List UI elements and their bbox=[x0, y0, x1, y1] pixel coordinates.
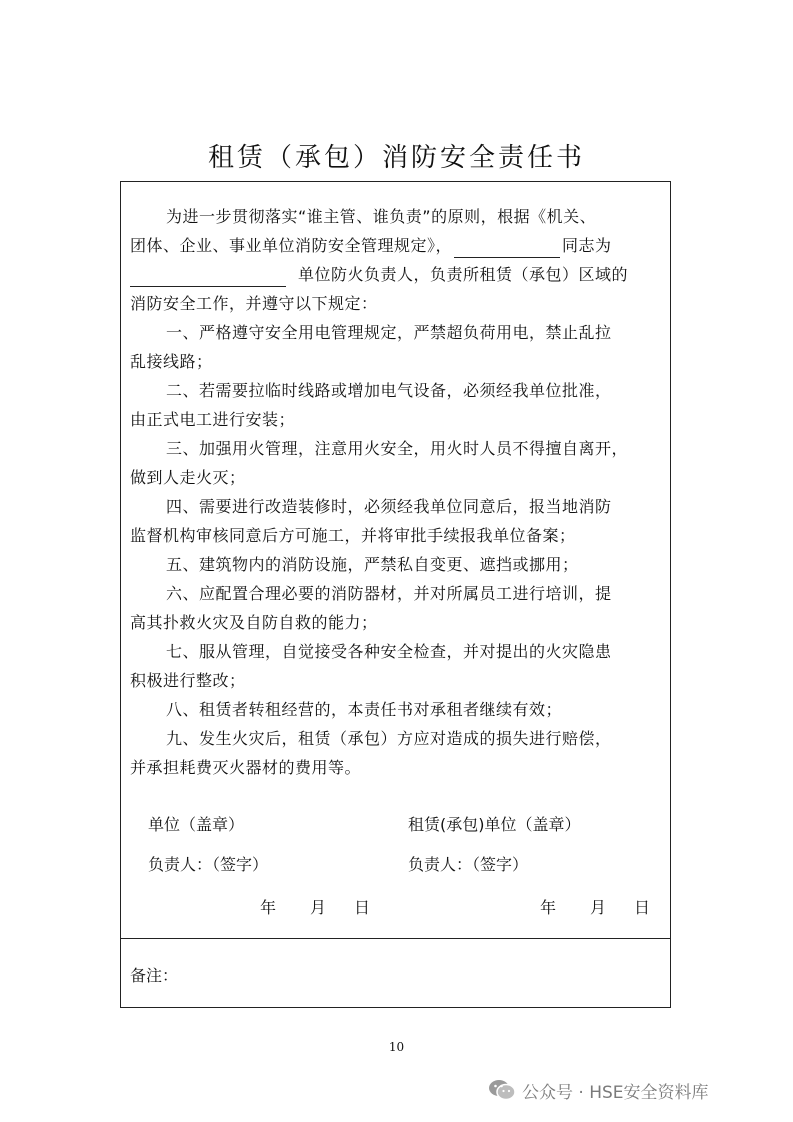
document-title: 租赁（承包）消防安全责任书 bbox=[207, 143, 585, 173]
clause-line: 乱接线路； bbox=[130, 352, 213, 371]
day-label: 日 bbox=[634, 898, 651, 917]
clause-line: 九、发生火灾后，租赁（承包）方应对造成的损失进行赔偿， bbox=[166, 729, 612, 748]
day-label: 日 bbox=[354, 898, 371, 917]
month-label: 月 bbox=[310, 898, 327, 917]
clause-line: 监督机构审核同意后方可施工，并将审批手续报我单位备案； bbox=[130, 526, 576, 545]
left-unit-seal-label: 单位（盖章） bbox=[148, 815, 245, 834]
clause-line: 由正式电工进行安装； bbox=[130, 410, 296, 429]
remark-divider bbox=[121, 938, 670, 939]
body-line-2-text: 团体、企业、事业单位消防安全管理规定》， bbox=[130, 236, 453, 255]
watermark bbox=[488, 1078, 709, 1102]
right-person-sign-label: 负责人：（签字） bbox=[408, 855, 529, 874]
body-line-2 bbox=[130, 234, 612, 258]
clause-line: 三、加强用火管理，注意用火安全，用火时人员不得擅自离开， bbox=[166, 439, 629, 458]
remark-label: 备注： bbox=[130, 966, 179, 985]
clause-line: 六、应配置合理必要的消防器材，并对所属员工进行培训，提 bbox=[166, 584, 612, 603]
wechat-icon bbox=[488, 1079, 516, 1101]
clause-line: 八、租赁者转租经营的，本责任书对承租者继续有效； bbox=[166, 700, 563, 719]
body-line-3-text: 单位防火负责人，负责所租赁（承包）区域的 bbox=[298, 265, 629, 284]
body-line-3 bbox=[130, 263, 628, 287]
comrade-name-blank[interactable] bbox=[454, 237, 560, 258]
responsibility-form bbox=[120, 181, 671, 1008]
watermark-text: 公众号 · HSE安全资料库 bbox=[522, 1082, 709, 1103]
body-line-4: 消防安全工作，并遵守以下规定： bbox=[130, 294, 378, 313]
month-label: 月 bbox=[590, 898, 607, 917]
right-unit-seal-label: 租赁(承包)单位（盖章） bbox=[408, 815, 581, 834]
clause-line: 四、需要进行改造装修时，必须经我单位同意后，报当地消防 bbox=[166, 497, 612, 516]
left-date bbox=[260, 896, 370, 920]
left-person-sign-label: 负责人：（签字） bbox=[148, 855, 269, 874]
year-label: 年 bbox=[540, 898, 557, 917]
page-number: 10 bbox=[388, 1040, 405, 1054]
clause-line: 七、服从管理，自觉接受各种安全检查，并对提出的火灾隐患 bbox=[166, 642, 612, 661]
right-date bbox=[540, 896, 650, 920]
year-label: 年 bbox=[260, 898, 277, 917]
clause-line: 高其扑救火灾及自防自救的能力； bbox=[130, 613, 378, 632]
body-line-1: 为进一步贯彻落实“谁主管、谁负责”的原则，根据《机关、 bbox=[166, 207, 597, 226]
clause-line: 五、建筑物内的消防设施，严禁私自变更、遮挡或挪用； bbox=[166, 555, 579, 574]
body-line-2-suffix: 同志为 bbox=[562, 236, 612, 255]
unit-name-blank[interactable] bbox=[130, 266, 286, 287]
clause-line: 做到人走火灭； bbox=[130, 468, 246, 487]
clause-line: 二、若需要拉临时线路或增加电气设备，必须经我单位批准， bbox=[166, 381, 612, 400]
clause-line: 一、严格遵守安全用电管理规定，严禁超负荷用电，禁止乱拉 bbox=[166, 323, 612, 342]
clause-line: 并承担耗费灭火器材的费用等。 bbox=[130, 758, 362, 777]
clause-line: 积极进行整改； bbox=[130, 671, 246, 690]
